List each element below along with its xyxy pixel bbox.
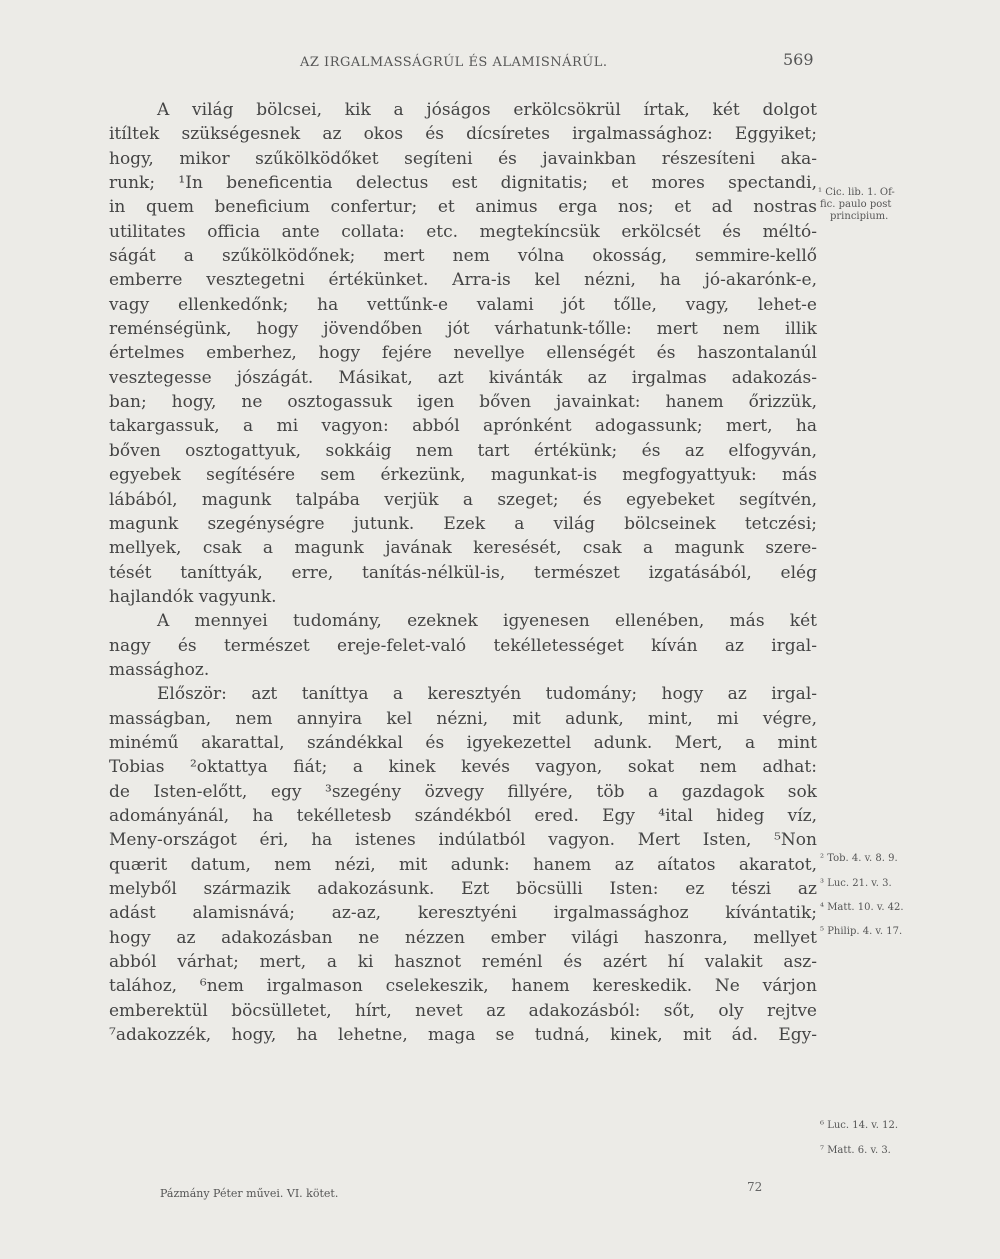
text-line: quærit datum, nem nézi, mit adunk: hanem az aítatos akaratot, xyxy=(109,854,817,875)
text-line: reménségünk, hogy jövendőben jót várhatunk-tőlle: mert nem illik xyxy=(109,319,817,340)
sidenote: ⁷ Matt. 6. v. 3. xyxy=(820,1145,891,1156)
text-line: itíltek szükségesnek az okos és dícsíretes irgalmassághoz: Eggyiket; xyxy=(109,124,817,145)
sheet-number: 72 xyxy=(747,1180,763,1194)
text-line: massághoz. xyxy=(109,659,210,680)
main-text xyxy=(109,98,817,1047)
text-line: utilitates officia ante collata: etc. megtekíncsük erkölcsét és méltó- xyxy=(109,221,817,242)
text-line: lábából, magunk talpába verjük a szeget; és egyebeket segítvén, xyxy=(109,489,817,510)
text-line: mellyek, csak a magunk javának keresését, csak a magunk szere- xyxy=(109,538,817,559)
text-line: hogy az adakozásban ne nézzen ember világi haszonra, mellyet xyxy=(109,927,817,948)
text-line: takargassuk, a mi vagyon: abból aprónként adogassunk; mert, ha xyxy=(109,416,817,437)
text-line: értelmes emberhez, hogy fejére nevellye ellenségét és haszontalanúl xyxy=(109,343,817,364)
text-line: Tobias ²oktattya fiát; a kinek kevés vagyon, sokat nem adhat: xyxy=(109,757,817,778)
text-line: minémű akarattal, szándékkal és igyekezettel adunk. Mert, a mint xyxy=(109,732,817,753)
text-line: emberektül böcsülletet, hírt, nevet az adakozásból: sőt, oly rejtve xyxy=(109,1000,817,1021)
running-header: AZ IRGALMASSÁGRÚL ÉS ALAMISNÁRÚL. xyxy=(300,55,608,70)
sidenote: ⁶ Luc. 14. v. 12. xyxy=(820,1120,899,1131)
text-line: hajlandók vagyunk. xyxy=(109,586,277,607)
text-line: A világ bölcsei, kik a jóságos erkölcsökrül írtak, két dolgot xyxy=(157,100,817,120)
text-line: masságban, nem annyira kel nézni, mit adunk, mint, mi végre, xyxy=(109,708,817,729)
footer-signature: Pázmány Péter művei. VI. kötet. xyxy=(160,1187,339,1200)
text-line: adományánál, ha tekélletesb szándékból ered. Egy ⁴ital hideg víz, xyxy=(109,805,817,826)
text-line: adást alamisnává; az-az, keresztyéni irgalmassághoz kívántatik; xyxy=(109,903,817,924)
text-line: Először: azt taníttya a keresztyén tudomány; hogy az irgal- xyxy=(157,684,817,705)
page-number: 569 xyxy=(783,50,814,69)
sidenote: fic. paulo post xyxy=(820,199,892,210)
text-line: ⁷adakozzék, hogy, ha lehetne, maga se tudná, kinek, mit ád. Egy- xyxy=(109,1025,817,1046)
text-line: talához, ⁶nem irgalmason cselekeszik, hanem kereskedik. Ne várjon xyxy=(109,976,817,997)
text-line: nagy és természet ereje-felet-való tekélletességet kíván az irgal- xyxy=(109,635,817,656)
text-line: emberre vesztegetni értékünket. Arra-is kel nézni, ha jó-akarónk-e, xyxy=(109,270,817,291)
text-line: egyebek segítésére sem érkezünk, magunkat-is megfogyattyuk: más xyxy=(109,465,817,486)
sidenote: principium. xyxy=(830,211,889,222)
text-line: A mennyei tudomány, ezeknek igyenesen ellenében, más két xyxy=(157,611,817,632)
text-line: in quem beneficium confertur; et animus erga nos; et ad nostras xyxy=(109,197,817,218)
sidenote: ² Tob. 4. v. 8. 9. xyxy=(820,853,898,864)
text-line: de Isten-előtt, egy ³szegény özvegy fillyére, töb a gazdagok sok xyxy=(109,781,817,802)
text-line: runk; ¹In beneficentia delectus est dignitatis; et mores spectandi, xyxy=(109,173,817,194)
text-line: abból várhat; mert, a ki hasznot reménl és azért hí valakit asz- xyxy=(109,952,817,973)
text-line: melyből származik adakozásunk. Ezt böcsülli Isten: ez tészi az xyxy=(109,879,817,899)
text-line: tését taníttyák, erre, tanítás-nélkül-is, természet izgatásából, elég xyxy=(109,562,817,583)
text-line: ságát a szűkölködőnek; mert nem vólna okosság, semmire-kellő xyxy=(109,246,817,267)
sidenote: ⁵ Philip. 4. v. 17. xyxy=(820,926,903,937)
text-line: bőven osztogattyuk, sokkáig nem tart értékünk; és az elfogyván, xyxy=(109,440,817,461)
text-line: vesztegesse jószágát. Másikat, azt kivánták az irgalmas adakozás- xyxy=(109,367,817,388)
text-line: hogy, mikor szűkölködőket segíteni és javainkban részesíteni aka- xyxy=(109,148,817,169)
text-line: magunk szegénységre jutunk. Ezek a világ bölcseinek tetczési; xyxy=(109,513,817,534)
text-line: vagy ellenkedőnk; ha vettűnk-e valami jót tőlle, vagy, lehet-e xyxy=(109,294,817,315)
text-line: ban; hogy, ne osztogassuk igen bőven javainkat: hanem őrizzük, xyxy=(109,392,817,413)
sidenote: ³ Luc. 21. v. 3. xyxy=(820,878,892,889)
text-line: Meny-országot éri, ha istenes indúlatból vagyon. Mert Isten, ⁵Non xyxy=(109,830,817,851)
sidenote: ⁴ Matt. 10. v. 42. xyxy=(820,902,904,913)
sidenote: ¹ Cic. lib. 1. Of- xyxy=(818,187,895,198)
